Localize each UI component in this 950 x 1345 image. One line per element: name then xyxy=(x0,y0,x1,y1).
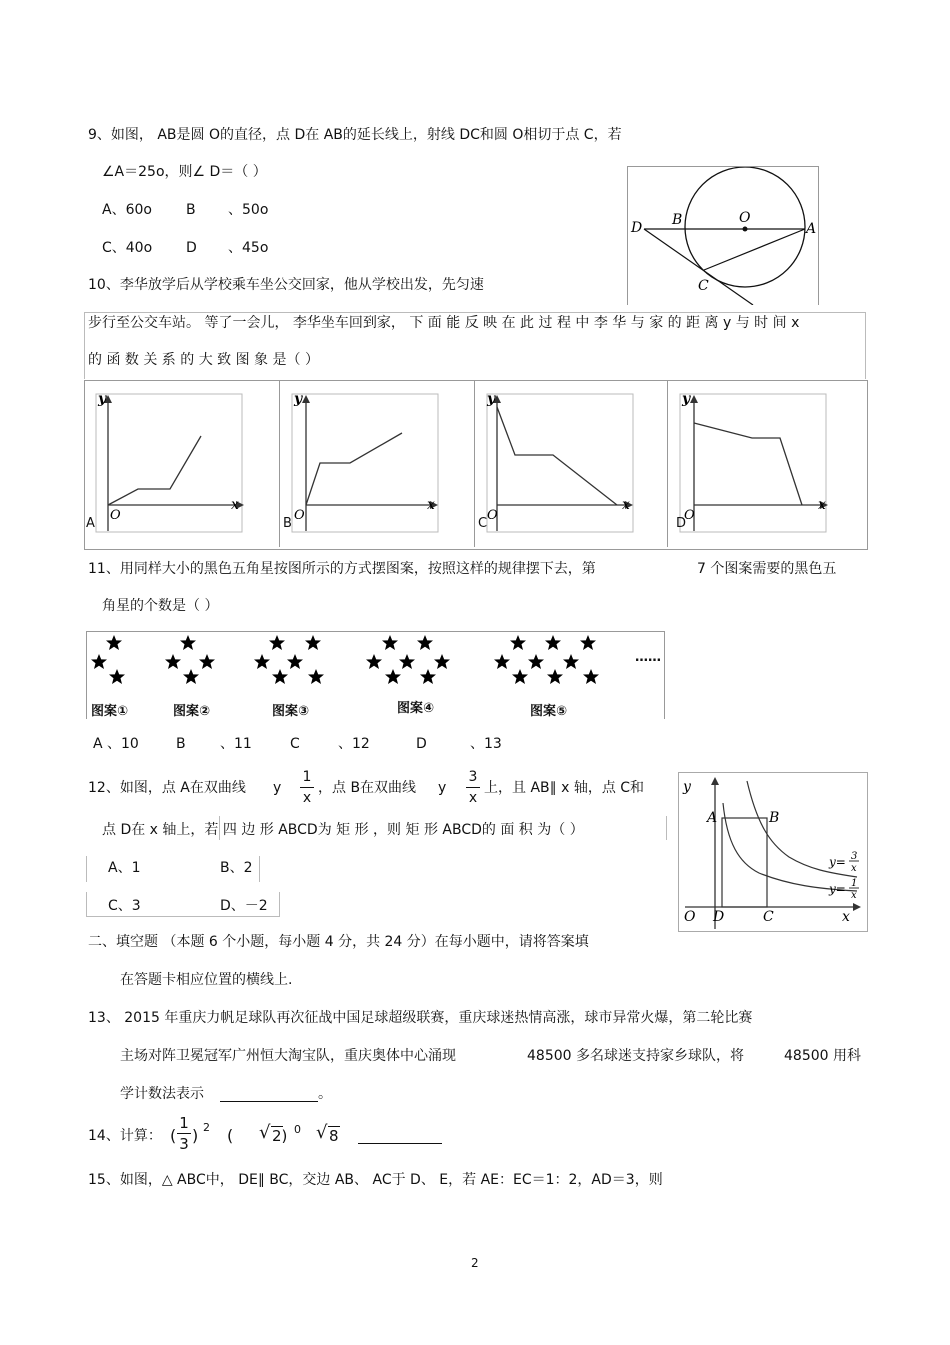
q12-frac1-bar xyxy=(300,787,314,788)
q13-end: 。 xyxy=(318,1086,332,1102)
q14-sqrt-sign-2: √ xyxy=(316,1122,328,1143)
q9-option-b-letter: B xyxy=(186,202,196,218)
q12-curve-3-label: y= xyxy=(829,855,846,869)
q9-line1: 9、如图， AB是圆 O的直径，点 D在 AB的延长线上，射线 DC和圆 O相切于点 C，若 xyxy=(88,127,622,143)
q12-curve-1-den: x xyxy=(851,890,857,901)
q11-pattern-4-label: 图案④ xyxy=(397,701,435,716)
q10-graph-d xyxy=(668,381,864,547)
q13-line3: 学计数法表示 xyxy=(120,1086,204,1102)
q12-hyperbola-figure xyxy=(678,772,868,932)
page-number: 2 xyxy=(471,1256,479,1270)
q12-option-a: A、1 xyxy=(108,860,141,876)
q12-part3: 上，且 AB∥ x 轴，点 C和 xyxy=(484,780,645,796)
q10b-y-label: y xyxy=(294,391,303,407)
q10c-x-label: x xyxy=(622,497,630,513)
q12-curve-3-den: x xyxy=(851,863,857,874)
q12-fig-label-x: x xyxy=(842,909,850,925)
q10-graph-b xyxy=(280,381,475,547)
q10a-y-label: y xyxy=(98,391,107,407)
q13-line2c: 48500 用科 xyxy=(784,1048,861,1064)
q9-line2: ∠A＝25o，则∠ D＝（ ） xyxy=(102,164,267,180)
q11-pattern-1-label: 图案① xyxy=(91,704,129,719)
q12-option-c: C、3 xyxy=(108,898,141,914)
q10a-origin-label: O xyxy=(110,508,121,523)
q14-open-paren: ( xyxy=(170,1126,177,1145)
q14-sqrt8-value: 8 xyxy=(329,1127,339,1145)
q13-answer-blank[interactable] xyxy=(220,1101,318,1102)
q11-option-c-value: 、12 xyxy=(338,736,370,752)
q12-fig-label-a: A xyxy=(707,810,718,826)
q12-fraction-3-over-x xyxy=(466,768,480,807)
q12-fig-label-b: B xyxy=(769,810,780,826)
q11-pattern-5-label: 图案⑤ xyxy=(530,704,568,719)
q13-line2b: 48500 多名球迷支持家乡球队，将 xyxy=(527,1048,744,1064)
q10a-x-label: x xyxy=(231,497,239,513)
q11-line2: 角星的个数是（ ） xyxy=(102,598,219,614)
q10-line2: 步行至公交车站。 等了一会儿， 李华坐车回到家， 下 面 能 反 映 在 此 过 程 中 李 华 与 家 的 距 离 y 与 时 间 x xyxy=(88,315,800,331)
q10b-x-label: x xyxy=(427,497,435,513)
q9-circle-figure xyxy=(627,166,819,305)
q12-fig-label-d: D xyxy=(713,909,725,925)
q9-option-d-letter: D xyxy=(186,240,197,256)
q12-line2: 点 D在 x 轴上，若 四 边 形 ABCD为 矩 形 ，则 矩 形 ABCD的 面 积 为（ ） xyxy=(102,822,584,838)
q12-frac2-bar xyxy=(466,787,480,788)
q9-option-b-value: 、50o xyxy=(228,202,269,218)
q15-line1: 15、如图，△ ABC中， DE∥ BC，交边 AB、 AC于 D、 E，若 AE：EC＝1：2，AD＝3，则 xyxy=(88,1172,663,1188)
q11-line1-end: 7 个图案需要的黑色五 xyxy=(697,561,837,577)
q10-option-c-label: C xyxy=(478,516,488,531)
q11-pattern-2-label: 图案② xyxy=(173,704,211,719)
q12-part1: 12、如图，点 A在双曲线 xyxy=(88,780,246,796)
q12-fig-label-o: O xyxy=(684,909,696,925)
q13-line1: 13、 2015 年重庆力帆足球队再次征战中国足球超级联赛，重庆球迷热情高涨，球市异常火爆，第二轮比赛 xyxy=(88,1010,753,1026)
q14-close-paren: ) xyxy=(192,1126,199,1145)
q12-frac2-numerator: 3 xyxy=(468,769,478,785)
q14-fraction-one-third xyxy=(177,1114,191,1153)
q11-line1: 11、用同样大小的黑色五角星按图所示的方式摆图案，按照这样的规律摆下去，第 xyxy=(88,561,596,577)
q12-frac1-numerator: 1 xyxy=(302,769,312,785)
section2-instruction: 在答题卡相应位置的横线上. xyxy=(120,972,293,988)
q12-fraction-1-over-x xyxy=(300,768,314,807)
q12-fig-y-label: y xyxy=(683,779,691,795)
q10b-origin-label: O xyxy=(294,508,305,523)
q10-line1: 10、李华放学后从学校乘车坐公交回家，他从学校出发，先匀速 xyxy=(88,277,484,293)
q10-graph-c xyxy=(475,381,668,547)
q11-option-a: A 、10 xyxy=(93,736,139,752)
q9-label-o: O xyxy=(739,210,751,226)
q10d-x-label: x xyxy=(818,497,826,513)
q12-line2-frame xyxy=(219,816,667,840)
q9-label-b: B xyxy=(672,212,683,228)
q12-y1: y xyxy=(273,780,282,796)
q12-option-d: D、－2 xyxy=(220,898,268,914)
q11-option-b-letter: B xyxy=(176,736,186,752)
q11-option-c-letter: C xyxy=(290,736,300,752)
q13-line2a: 主场对阵卫冕冠军广州恒大淘宝队，重庆奥体中心涌现 xyxy=(120,1048,456,1064)
q10-option-b-label: B xyxy=(283,516,292,531)
q9-label-a: A xyxy=(806,221,817,237)
q14-sqrt-sign-1: √ xyxy=(259,1122,271,1143)
q10-line3: 的 函 数 关 系 的 大 致 图 象 是（ ） xyxy=(88,352,319,368)
q11-star-patterns xyxy=(86,631,665,719)
q14-sqrt2-value: 2) xyxy=(272,1127,288,1145)
q10d-y-label: y xyxy=(682,391,691,407)
q11-option-d-letter: D xyxy=(416,736,427,752)
q12-option-b: B、2 xyxy=(220,860,253,876)
q10-option-d-label: D xyxy=(676,516,687,531)
q11-option-d-value: 、13 xyxy=(470,736,502,752)
q12-curve-1-num: 1 xyxy=(851,878,858,889)
q14-paren: ( xyxy=(227,1126,234,1145)
q12-part2: ，点 B在双曲线 xyxy=(318,780,417,796)
q10-option-a-label: A xyxy=(86,516,95,531)
q14-numerator: 1 xyxy=(179,1114,189,1132)
q11-pattern-3-label: 图案③ xyxy=(272,704,310,719)
q12-frac1-denominator: x xyxy=(302,790,312,806)
q12-y2: y xyxy=(438,780,447,796)
q10d-origin-label: O xyxy=(684,508,695,523)
q12-curve-1-label: y= xyxy=(829,882,846,896)
q11-option-b-value: 、11 xyxy=(220,736,252,752)
q9-option-d-value: 、45o xyxy=(228,240,269,256)
q10c-origin-label: O xyxy=(487,508,498,523)
q12-fig-label-c: C xyxy=(763,909,774,925)
q14-exponent-zero: 0 xyxy=(294,1123,301,1136)
q9-label-d: D xyxy=(631,220,643,236)
q14-prefix: 14、计算： xyxy=(88,1128,162,1144)
q11-ellipsis: …… xyxy=(635,650,661,665)
q9-option-c: C、40o xyxy=(102,240,153,256)
q14-denominator: 3 xyxy=(179,1135,189,1153)
q14-answer-blank[interactable] xyxy=(358,1143,442,1144)
q10c-y-label: y xyxy=(487,391,496,407)
q14-exponent: 2 xyxy=(203,1121,210,1134)
q14-frac-bar xyxy=(177,1133,191,1134)
q12-curve-3-num: 3 xyxy=(851,851,858,862)
q10-graph-a xyxy=(84,381,280,547)
q9-label-c: C xyxy=(698,278,709,294)
section2-heading: 二、填空题 （本题 6 个小题，每小题 4 分，共 24 分）在每小题中，请将答案填 xyxy=(88,934,589,950)
q12-frac2-denominator: x xyxy=(468,790,478,806)
q9-option-a: A、60o xyxy=(102,202,152,218)
